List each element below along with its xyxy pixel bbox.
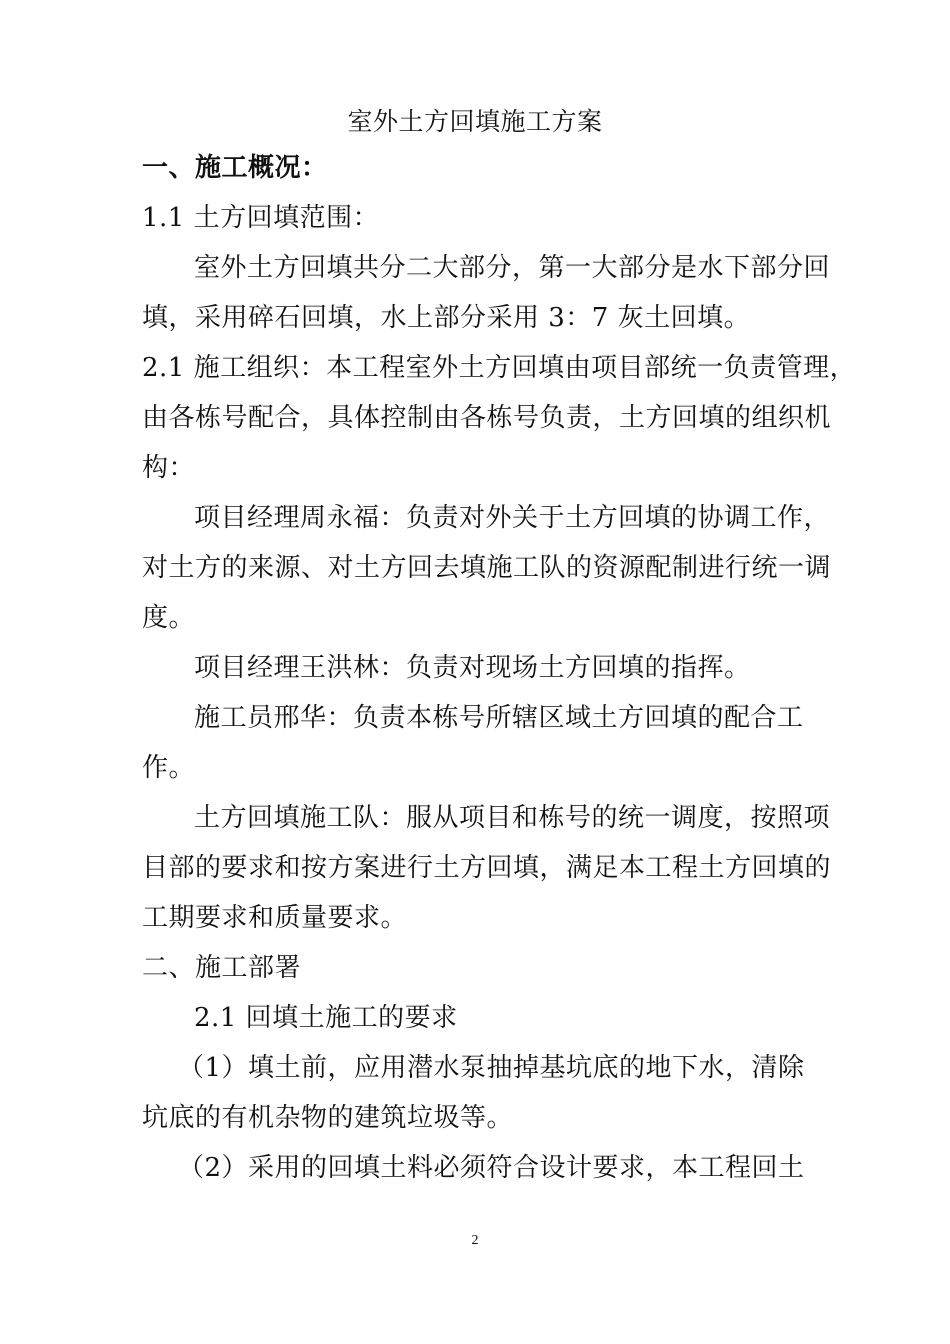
paragraph-line: 填，采用碎石回填，水上部分采用 3：7 灰土回填。	[142, 303, 751, 333]
paragraph-line: 由各栋号配合，具体控制由各栋号负责，土方回填的组织机	[142, 403, 832, 433]
section-heading-overview: 一、施工概况：	[142, 153, 328, 183]
paragraph-line: （1）填土前，应用潜水泵抽掉基坑底的地下水，清除	[178, 1053, 805, 1083]
paragraph-line: 作。	[142, 753, 196, 783]
paragraph-line: （2）采用的回填土料必须符合设计要求，本工程回土	[178, 1153, 805, 1183]
paragraph-line: 目部的要求和按方案进行土方回填，满足本工程土方回填的	[142, 853, 832, 883]
paragraph-line: 项目经理周永福：负责对外关于土方回填的协调工作，	[194, 503, 831, 533]
paragraph-line: 室外土方回填共分二大部分，第一大部分是水下部分回	[194, 253, 831, 283]
paragraph-line: 工期要求和质量要求。	[142, 903, 408, 933]
paragraph-line: 施工员邢华：负责本栋号所辖区域土方回填的配合工	[194, 703, 804, 733]
page-number: 2	[471, 1233, 479, 1248]
paragraph-line: 2.1 施工组织：本工程室外土方回填由项目部统一负责管理，	[142, 353, 857, 383]
subheading-backfill-scope: 1.1 土方回填范围：	[142, 203, 380, 233]
paragraph-line: 对土方的来源、对土方回去填施工队的资源配制进行统一调	[142, 553, 832, 583]
paragraph-line: 度。	[142, 603, 196, 633]
paragraph-line: 土方回填施工队：服从项目和栋号的统一调度，按照项	[194, 803, 831, 833]
section-heading-deployment: 二、施工部署	[142, 953, 302, 983]
subheading-backfill-requirements: 2.1 回填土施工的要求	[194, 1003, 458, 1033]
paragraph-line: 构：	[142, 453, 196, 483]
document-title: 室外土方回填施工方案	[347, 107, 603, 136]
paragraph-line: 坑底的有机杂物的建筑垃圾等。	[142, 1103, 514, 1133]
paragraph-line: 项目经理王洪林：负责对现场土方回填的指挥。	[194, 653, 751, 683]
